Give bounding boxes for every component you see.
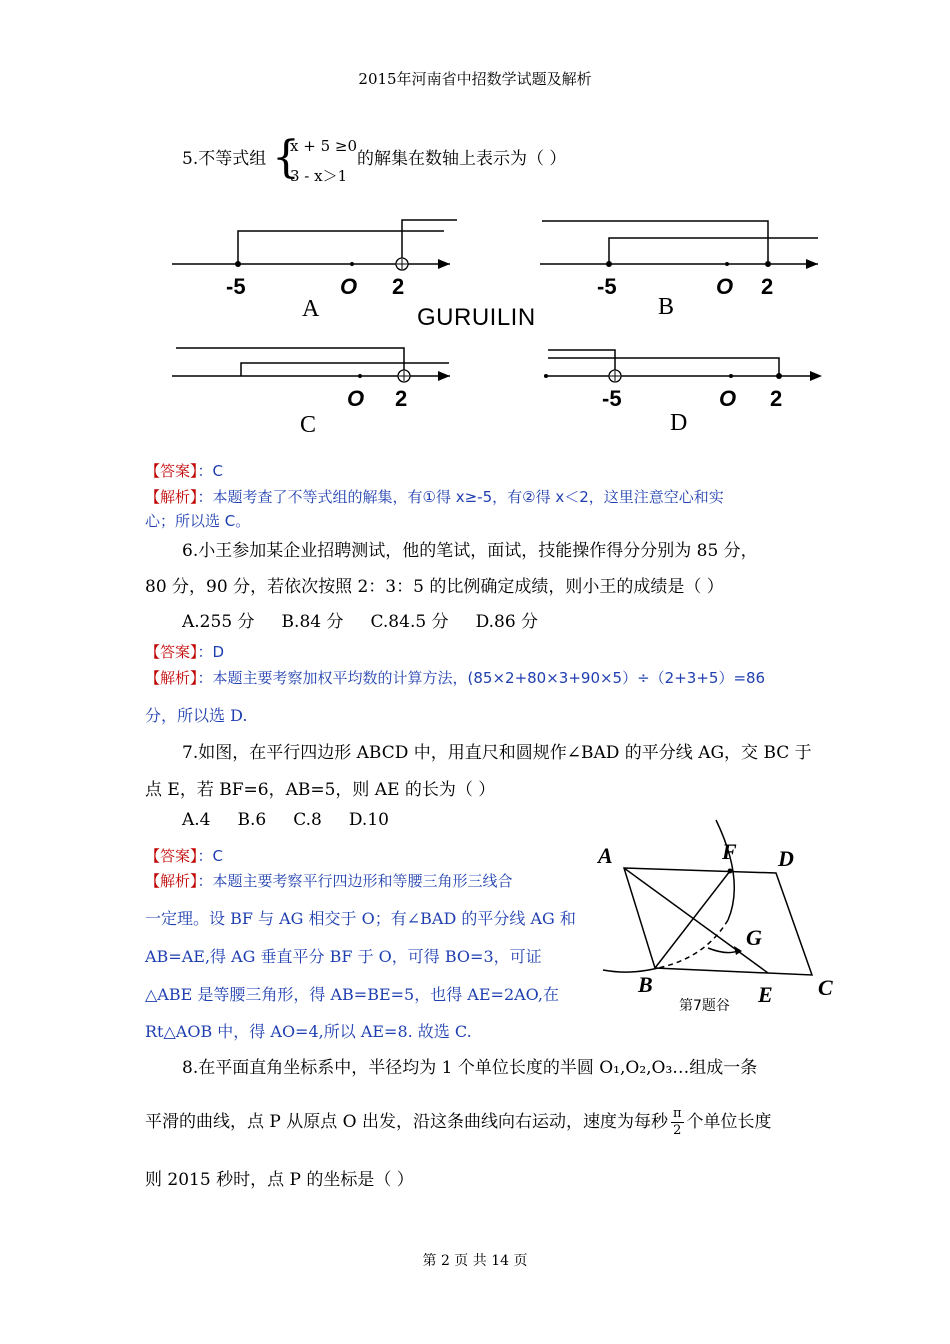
q7-analysis-line4: △ABE 是等腰三角形，得 AB=BE=5，也得 AE=2AO,在: [145, 985, 559, 1004]
q6-choices: A.255 分 B.84 分 C.84.5 分 D.86 分: [182, 612, 539, 632]
answer-value: ：C: [197, 462, 223, 480]
system-brace: {: [272, 132, 300, 183]
label-d-origin: O: [719, 386, 737, 411]
parallelogram-abcd: [624, 868, 812, 975]
q7-analysis-line1: 【解析】：本题主要考察平行四边形和等腰三角形三线合: [145, 872, 513, 890]
q7-line2: 点 E，若 BF=6，AB=5，则 AE 的长为（ ）: [145, 780, 496, 800]
q6-line2: 80 分，90 分，若依次按照 2：3：5 的比例确定成绩，则小王的成绩是（ ）: [145, 577, 724, 597]
q7-analysis-line3: AB=AE,得 AG 垂直平分 BF 于 O，可得 BO=3，可证: [145, 947, 542, 966]
point-f-label: F: [722, 839, 737, 864]
q7-line1: 7.如图，在平行四边形 ABCD 中，用直尺和圆规作∠BAD 的平分线 AG，交 BC 于: [182, 743, 812, 763]
q6-analysis-line2: 分，所以选 D.: [145, 706, 248, 725]
label-c-origin: O: [347, 386, 365, 411]
label-d-minus5: -5: [602, 386, 622, 411]
q8-line1: 8.在平面直角坐标系中，半径均为 1 个单位长度的半圆 O₁,O₂,O₃…组成一条: [182, 1058, 758, 1078]
point-g-label: G: [746, 925, 762, 950]
q6-analysis-line1: 【解析】：本题主要考察加权平均数的计算方法，(85×2+80×3+90×5）÷（2+3+5）=86: [145, 669, 766, 687]
label-a-minus5: -5: [226, 274, 246, 299]
q5-analysis-line2: 心；所以选 C。: [145, 512, 251, 530]
analysis-tag: 【解析】: [145, 488, 198, 506]
label-b-origin: O: [716, 274, 734, 299]
page-header: 2015年河南省中招数学试题及解析: [358, 70, 592, 88]
q5-eq1: x + 5 ≥0: [290, 137, 357, 155]
watermark: GURUILIN: [417, 304, 536, 331]
q7-choices: A.4 B.6 C.8 D.10: [182, 810, 389, 830]
q8-line2: 平滑的曲线，点 P 从原点 O 出发，沿这条曲线向右运动，速度为每秒 $\frac{\pi}{2}$ 个单位长度: [145, 1106, 772, 1138]
q5-eq2: 3 - x＞1: [290, 167, 348, 185]
label-a-two: 2: [392, 274, 405, 299]
arc-dashed: [658, 920, 728, 968]
point-b-label: B: [638, 972, 653, 997]
q7-analysis-line5: Rt△AOB 中，得 AO=4,所以 AE=8. 故选 C.: [145, 1022, 472, 1041]
q5-prefix: 5.不等式组: [182, 149, 267, 169]
point-c-label: C: [818, 975, 833, 1000]
q8-line3: 则 2015 秒时，点 P 的坐标是（ ）: [145, 1170, 414, 1190]
pi-over-2-fraction: $\frac{\pi}{2}$: [673, 1106, 682, 1138]
label-b-minus5: -5: [597, 274, 617, 299]
label-a-origin: O: [340, 274, 358, 299]
q7-analysis-line2: 一定理。设 BF 与 AG 相交于 O；有∠BAD 的平分线 AG 和: [145, 909, 576, 928]
label-d-two: 2: [770, 386, 783, 411]
figure-caption: 第7题谷: [679, 998, 730, 1014]
q5-analysis-line1: 【解析】：本题考查了不等式组的解集，有①得 x≥-5，有②得 x＜2，这里注意空心和实: [145, 488, 724, 506]
point-d-label: D: [778, 846, 794, 871]
option-c-label: C: [300, 412, 317, 438]
answer-tag: 【答案】: [145, 462, 198, 480]
q6-line1: 6.小王参加某企业招聘测试，他的笔试，面试，技能操作得分分别为 85 分，: [182, 541, 758, 561]
q7-answer: 【答案】：C: [145, 847, 223, 865]
label-c-two: 2: [395, 386, 408, 411]
q5-suffix: 的解集在数轴上表示为（ ）: [357, 149, 567, 169]
point-a-label: A: [598, 843, 613, 868]
segment-ae: [624, 868, 768, 973]
option-a-label: A: [302, 296, 320, 322]
page-footer: 第 2 页 共 14 页: [422, 1253, 528, 1269]
segment-bf: [655, 871, 730, 968]
q6-answer: 【答案】：D: [145, 643, 225, 661]
point-e-label: E: [758, 982, 773, 1007]
label-b-two: 2: [761, 274, 774, 299]
option-b-label: B: [658, 294, 675, 320]
option-d-label: D: [670, 410, 688, 436]
